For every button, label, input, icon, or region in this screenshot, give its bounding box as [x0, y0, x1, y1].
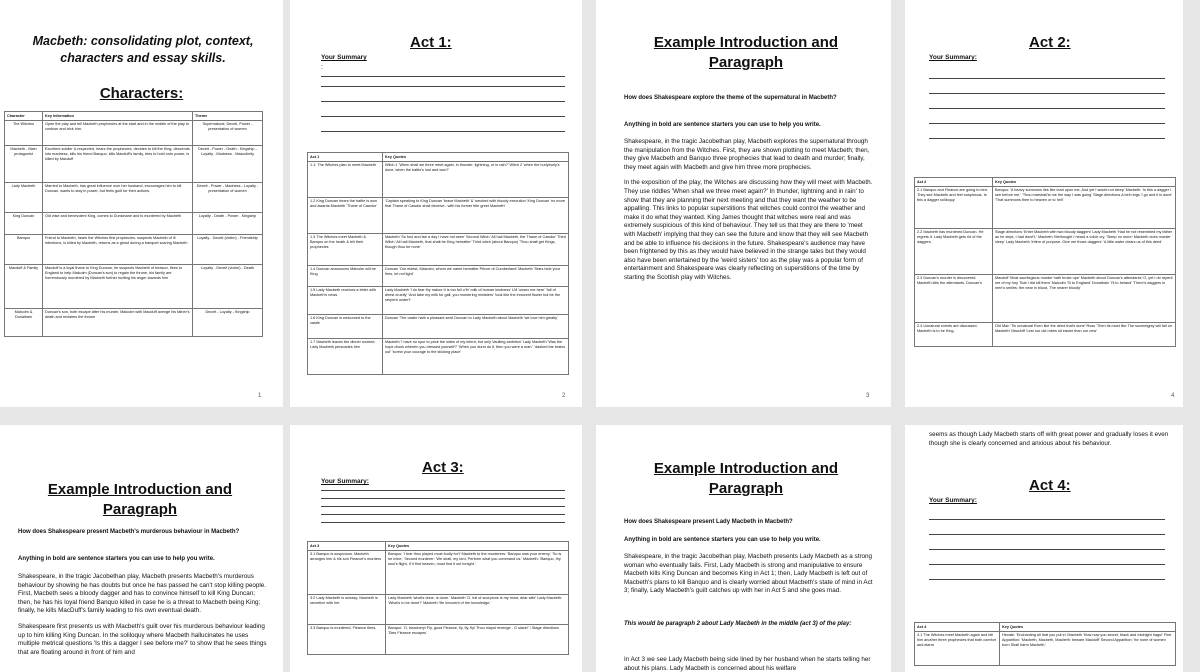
- table-header: Act 2: [915, 178, 993, 187]
- character-cell: Macbeth - Main protagonist: [5, 145, 43, 182]
- scene-cell: 1.6 King Duncan is welcomed to the castle: [308, 314, 383, 338]
- info-cell: Excellent soldier & respected, hears the prophecies, decides to kill the King, descends into madness, kills his friend Banquo, kills Macduff's family, tries to hold onto power, is killed by Macduff: [43, 145, 193, 182]
- body-paragraph: In Act 3 we see Lady Macbeth being side lined by her husband when he starts telling her about his plans. Lady Macbeth is concerned about his welfare: [624, 656, 871, 672]
- table-row: [5, 182, 263, 212]
- summary-label: Your Summary:: [321, 478, 369, 485]
- quote-cell: Duncan 'Our eldest, Malcolm, whom we name hereafter Prince of Cumberland' Macbeth 'Stars hide your fires, let not light': [383, 265, 569, 286]
- example-heading: Example Introduction and Paragraph: [653, 460, 839, 497]
- example-heading: Example Introduction and Paragraph: [47, 481, 233, 518]
- body-paragraph: In the exposition of the play, the Witches are discussing how they will meet with Macbeth. They use riddles 'When shall we three meet again?' In thunder, lightning and in rain' to show that they are planning their next meeting and that they want the weather to be appalling. This links to popular superstitions that witches could control the weather and make it do what they wanted. King James thought that witches were real and was extremely suspicious of this kind of behaviour. They tell us that they are there to 'meet with Macbeth' implying that they can see the future and know that they will see Macbeth and be able to influence his decisions in the future. Shakespeare's audience may have been frightened by this as they would have believed in the strange tales but they would also have been entertained by the 'weird sisters' too as the play was a popular form of entertainment and Shakespeare was clearly reflecting on superstitions of the time by starting the Scottish play with Witches.: [624, 179, 873, 281]
- intro-paragraph: Shakespeare, in the tragic Jacobethan play, Macbeth presents Macbeth's murderous behaviour by showing he has doubts but once he has passed he can't stop killing people. First, Macbeth sees a bloody dagger and has to convince himself to kill King Duncan; then, he has his loyal friend Banquo killed in case he is a threat to Macbeth being King; finally, he kills MacDuff's family leading to his own eventual death.: [18, 573, 267, 615]
- summary-lines[interactable]: [929, 519, 1165, 589]
- scene-cell: 2.3 Duncan's murder is discovered. Macbeth kills the attendants. Duncan's: [915, 274, 993, 322]
- act4-heading: Act 4:: [1029, 477, 1071, 494]
- scene-cell: 3.1 Banquo is suspicious. Macbeth arranges him & his son Fleance's murders: [308, 550, 386, 594]
- table-row: [308, 624, 569, 654]
- page-3: [596, 0, 891, 407]
- page-number: 2: [562, 393, 566, 399]
- table-row: [5, 234, 263, 264]
- table-row: [308, 594, 569, 624]
- info-cell: Macduff is a loyal thane to King Duncan, he suspects Macbeth of treason, flees to England to help Malcolm (Duncan's son) to regain the throne, his family are horrendously murdered by Macbeth further inciting his anger towards him: [43, 264, 193, 308]
- scene-cell: 2.1 Banquo and Fleance are going to bed. They see Macbeth and feel suspicious. Is this a dagger soliloquy: [915, 186, 993, 228]
- character-cell: Macduff & Family: [5, 264, 43, 308]
- scene-cell: 2.2 Macbeth has murdered Duncan. He regrets it. Lady Macbeth gets rid of the daggers.: [915, 228, 993, 274]
- act1-quotes-table: [307, 152, 569, 375]
- scene-cell: 1.3 The Witches meet Macbeth & Banquo on the heath & tell their prophecies: [308, 233, 383, 265]
- quote-cell: 'Captain speaking to King Duncan 'brave Macbeth' & 'smoked with bloody execution' King Duncan 'no more that Thane of Cawdor shall deceive...with his former title greet Macbeth': [383, 197, 569, 233]
- carried-over-text: seems as though Lady Macbeth starts off with great power and gradually loses it even though she is clearly concerned and anxious about his behaviour.: [929, 431, 1169, 447]
- table-header: Theme: [193, 112, 263, 121]
- table-row: [308, 550, 569, 594]
- table-row: [915, 186, 1176, 228]
- table-header: Key information: [43, 112, 193, 121]
- summary-lines[interactable]: [321, 76, 565, 141]
- scene-cell: 1.5 Lady Macbeth receives a letter with Macbeth's news: [308, 286, 383, 314]
- character-cell: The Witches: [5, 120, 43, 145]
- essay-question: How does Shakespeare explore the theme of the supernatural in Macbeth?: [624, 95, 837, 101]
- page-number: 1: [258, 393, 262, 399]
- character-cell: King Duncan: [5, 212, 43, 234]
- summary-lines[interactable]: [321, 490, 565, 532]
- page-8: [905, 425, 1183, 672]
- info-cell: Married to Macbeth, has great influence over her husband, encourages him to kill Duncan, wants to stay in power, but feels guilt for their actions,: [43, 182, 193, 212]
- quote-cell: Banquo: 'A heavy summons lies like lead upon me, And yet I would not sleep' Macbeth: 'Is this a dagger I see before me,' 'Thou marshall'st me the way I was going' Stage directions A bell rings 'I go and it is done' 'That summons thee to heaven or to hell': [993, 186, 1176, 228]
- act2-heading: Act 2:: [1029, 34, 1071, 51]
- act3-quotes-table: [307, 541, 569, 655]
- page-4: [905, 0, 1183, 407]
- page-5: [0, 425, 283, 672]
- act1-heading: Act 1:: [410, 34, 452, 51]
- info-cell: Duncan's son, both escape after his murder, Malcolm with Macduff avenge his father's death and reclaims the throne: [43, 308, 193, 336]
- quote-cell: Macduff 'Most sacrilegious murder hath broke ope' Macbeth about Duncan's attendants 'O, yet I do repent me of my fury That I did kill them' Malcolm 'I'll to England' Donalbain 'I'll to Ireland' 'There's daggers in men's smiles; the near in blood, The nearer bloody': [993, 274, 1176, 322]
- page-6: [290, 425, 582, 672]
- summary-colon: :: [321, 64, 323, 71]
- character-cell: Malcolm & Donalbain: [5, 308, 43, 336]
- table-row: [5, 308, 263, 336]
- table-row: [308, 265, 569, 286]
- characters-heading: Characters:: [99, 85, 184, 102]
- characters-table: [4, 111, 263, 337]
- page-7: [596, 425, 891, 672]
- quote-cell: Macbeth 'So foul and fair a day I have not seen' Second Witch 'All hail Macbeth, the Thane of Cawdor' Third Witch 'All hail Macbeth, that shalt be King hereafter' Third witch (about Banquo) 'Thou shalt get Kings, though thou be none': [383, 233, 569, 265]
- table-row: [5, 145, 263, 182]
- table-header: Act 3: [308, 542, 386, 551]
- table-row: [5, 264, 263, 308]
- scene-cell: 1.4 Duncan announces Malcolm will be King: [308, 265, 383, 286]
- essay-body: [18, 573, 268, 664]
- intro-paragraph: Shakespeare, in the tragic Jacobethan play, Macbeth explores the supernatural through the manipulation from the Witches. First, they are shown plotting to meet Macbeth; then, they give Macbeth and Banquo three prophecies that lead to death and murder; finally, they meet again with Macbeth and give him three more prophecies.: [624, 138, 870, 171]
- quote-cell: Lady Macbeth 'I do fear thy nature It is too full o'th' milk of human kindness' LM 'unsex me here' 'full of direst cruelty' 'And take my milk for gall, you murdering ministers' 'look like the innocent flower but be the serpent under't': [383, 286, 569, 314]
- theme-cell: Supernatural, Deceit, Power - presentation of women: [193, 120, 263, 145]
- quote-cell: Macbeth 'I have no spur to prick the sides of my intent, but only Vaulting ambition' Lady Macbeth 'Was the hope drunk wherein you dressed yourself?' 'When you durst do it, then you were a man.' 'dashed the brains out' 'screw your courage to the sticking place': [383, 338, 569, 374]
- quote-cell: Witch 1 'When shall we three meet again, in thunder, lightning, or in rain?' Witch 2 'when the hurlyburly's done, when the battle's lost and won?': [383, 161, 569, 197]
- theme-cell: Loyalty - Deceit (victim) - Death: [193, 264, 263, 308]
- table-row: [915, 322, 1176, 346]
- table-header: Key Quotes: [383, 153, 569, 162]
- quote-cell: Stage directions 'Enter Macbeth with two bloody daggers' Lady Macbeth 'Had he not resembled my father as he slept, I had done't.' Macbeth 'Methought I heard a voice cry, 'Sleep no more: Macbeth does murder sleep' Lady Macbeth 'Infirm of purpose. Give me those daggers' 'A little water clears us of this deed': [993, 228, 1176, 274]
- character-cell: Lady Macbeth: [5, 182, 43, 212]
- summary-label: Your Summary:: [929, 497, 977, 504]
- table-row: [308, 314, 569, 338]
- quote-cell: Hecate: 'Enchanting all that you put in' Macbeth 'How now you secret, black and midnight hags!' First Apparition: 'Macbeth, Macbeth, Macbeth: beware Macduff' Second Apparition: 'for none of women born Shall harm Macbeth.': [1000, 631, 1176, 665]
- example-heading: Example Introduction and Paragraph: [653, 34, 839, 71]
- quote-cell: Duncan 'The castle hath a pleasant seat' Duncan to Lady Macbeth about Macbeth 'we love him greatly': [383, 314, 569, 338]
- act3-heading: Act 3:: [422, 459, 464, 476]
- table-row: [308, 338, 569, 374]
- intro-paragraph: Shakespeare, in the tragic Jacobethan play, Macbeth presents Lady Macbeth as a strong woman who eventually fails. First, Lady Macbeth is strong and manipulative to ensure Macbeth kills King Duncan and becomes King in Act 1; then, Lady Macbeth is left out of Macbeth's plans to kill Banquo and is clearly worried about Macbeth's state of mind in Act 3; finally, Lady Macbeth's guilt catches up with her in Act 5 and she goes mad.: [624, 553, 873, 595]
- starters-note: Anything in bold are sentence starters you can use to help you write.: [18, 556, 215, 562]
- essay-body: [624, 138, 874, 290]
- act4-quotes-table: [914, 622, 1176, 666]
- scene-cell: 1.2 King Duncan hears the battle is won and awards Macbeth 'Thane of Cawdor': [308, 197, 383, 233]
- info-cell: Old wise and benevolent King, comes to Dunsinane and is murdered by Macbeth: [43, 212, 193, 234]
- quote-cell: Lady Macbeth 'what's done, is done.' Macbeth 'O, full of scorpions is my mind, dear wife' Lady Macbeth: 'What's to be done?' Macbeth 'Be innocent of the knowledge,': [386, 594, 569, 624]
- act2-quotes-table: [914, 177, 1176, 347]
- scene-cell: 1.1: The Witches plan to meet Macbeth: [308, 161, 383, 197]
- table-row: [915, 631, 1176, 665]
- theme-cell: Loyalty - Deceit (victim) - Friendship: [193, 234, 263, 264]
- summary-label: Your Summary:: [929, 54, 977, 61]
- table-row: [5, 120, 263, 145]
- document-title: Macbeth: consolidating plot, context, characters and essay skills.: [32, 34, 254, 65]
- theme-cell: Deceit - Power - Madness - Loyalty - presentation of women: [193, 182, 263, 212]
- table-header: Act 1: [308, 153, 383, 162]
- table-header: Key Quotes: [993, 178, 1176, 187]
- summary-lines[interactable]: [929, 78, 1165, 148]
- table-row: [5, 212, 263, 234]
- scene-cell: 3.2 Lady Macbeth is uneasy; Macbeth is secretive with her.: [308, 594, 386, 624]
- quote-cell: Old Man 'Tis unnatural Even like the deed that's done' Ross 'Then tis most like The sovereignty will fall on Macbeth' Macduff 'Lest our old robes sit easier than our new': [993, 322, 1176, 346]
- table-header: Key Quotes: [386, 542, 569, 551]
- scene-cell: 3.3 Banquo is murdered, Fleance flees.: [308, 624, 386, 654]
- info-cell: Friend to Macbeth, hears the Witches first prophecies, suspects Macbeth of ill intentions, is killed by Macbeth, returns as a ghost during a banquet scaring Macbeth: [43, 234, 193, 264]
- scene-cell: 2.4 Unnatural events are discussed. Macbeth is to be King.: [915, 322, 993, 346]
- character-cell: Banquo: [5, 234, 43, 264]
- page-2: [290, 0, 582, 407]
- page-number: 3: [866, 393, 870, 399]
- page-1: [0, 0, 283, 407]
- table-row: [308, 233, 569, 265]
- table-header: Character: [5, 112, 43, 121]
- paragraph-prompt: This would be paragraph 2 about Lady Macbeth in the middle (act 3) of the play:: [624, 621, 852, 627]
- essay-body: [624, 553, 874, 603]
- scene-cell: 1.7 Macbeth leaves the dinner worried. Lady Macbeth persuades him: [308, 338, 383, 374]
- table-header: Act 4: [915, 623, 1000, 632]
- essay-question: How does Shakespeare present Macbeth's murderous behaviour in Macbeth?: [18, 529, 240, 535]
- table-row: [308, 161, 569, 197]
- table-row: [915, 228, 1176, 274]
- scene-cell: 4.1 The Witches meet Macbeth again and tell him another three prophecies that both comfort and alarm: [915, 631, 1000, 665]
- starters-note: Anything in bold are sentence starters you can use to help you write.: [624, 122, 821, 128]
- table-row: [915, 274, 1176, 322]
- quote-cell: Banquo: 'O, treachery! Fly, good Fleance, fly, fly, fly! Thou mayst revenge - O slave!' / Stage directions 'Dies Fleance escapes': [386, 624, 569, 654]
- summary-label: Your Summary: [321, 54, 367, 61]
- starters-note: Anything in bold are sentence starters you can use to help you write.: [624, 537, 821, 543]
- theme-cell: Deceit - Loyalty - Kingship: [193, 308, 263, 336]
- theme-cell: Loyalty - Death - Power - Kingship: [193, 212, 263, 234]
- essay-question: How does Shakespeare present Lady Macbeth in Macbeth?: [624, 519, 793, 525]
- table-row: [308, 286, 569, 314]
- body-paragraph: Shakespeare first presents us with Macbeth's guilt over his murderous behaviour leading up to him killing King Duncan. In the soliloquy where Macbeth hallucinates he uses multiple metrical questions 'Is this a dagger I see before me?' to show that he sees things that are floating around in front of him and: [18, 622, 267, 656]
- table-row: [308, 197, 569, 233]
- quote-cell: Banquo: 'I fear thou played most foully for't' Macbeth to the murderers: 'Banquo was your enemy.' 'So is he mine,' Second murderer: 'We shall, my lord, Perform what you command us.' Macbeth: 'Banquo, thy soul's flight, If it find heaven, must find it out tonight.': [386, 550, 569, 594]
- table-header: Key Quotes: [1000, 623, 1176, 632]
- page-number: 4: [1171, 393, 1175, 399]
- info-cell: Open the play and tell Macbeth prophecies at the start and in the middle of the play to confuse and trick him.: [43, 120, 193, 145]
- theme-cell: Deceit - Power - Death - Kingship - Loyalty - Madness - Masculinity: [193, 145, 263, 182]
